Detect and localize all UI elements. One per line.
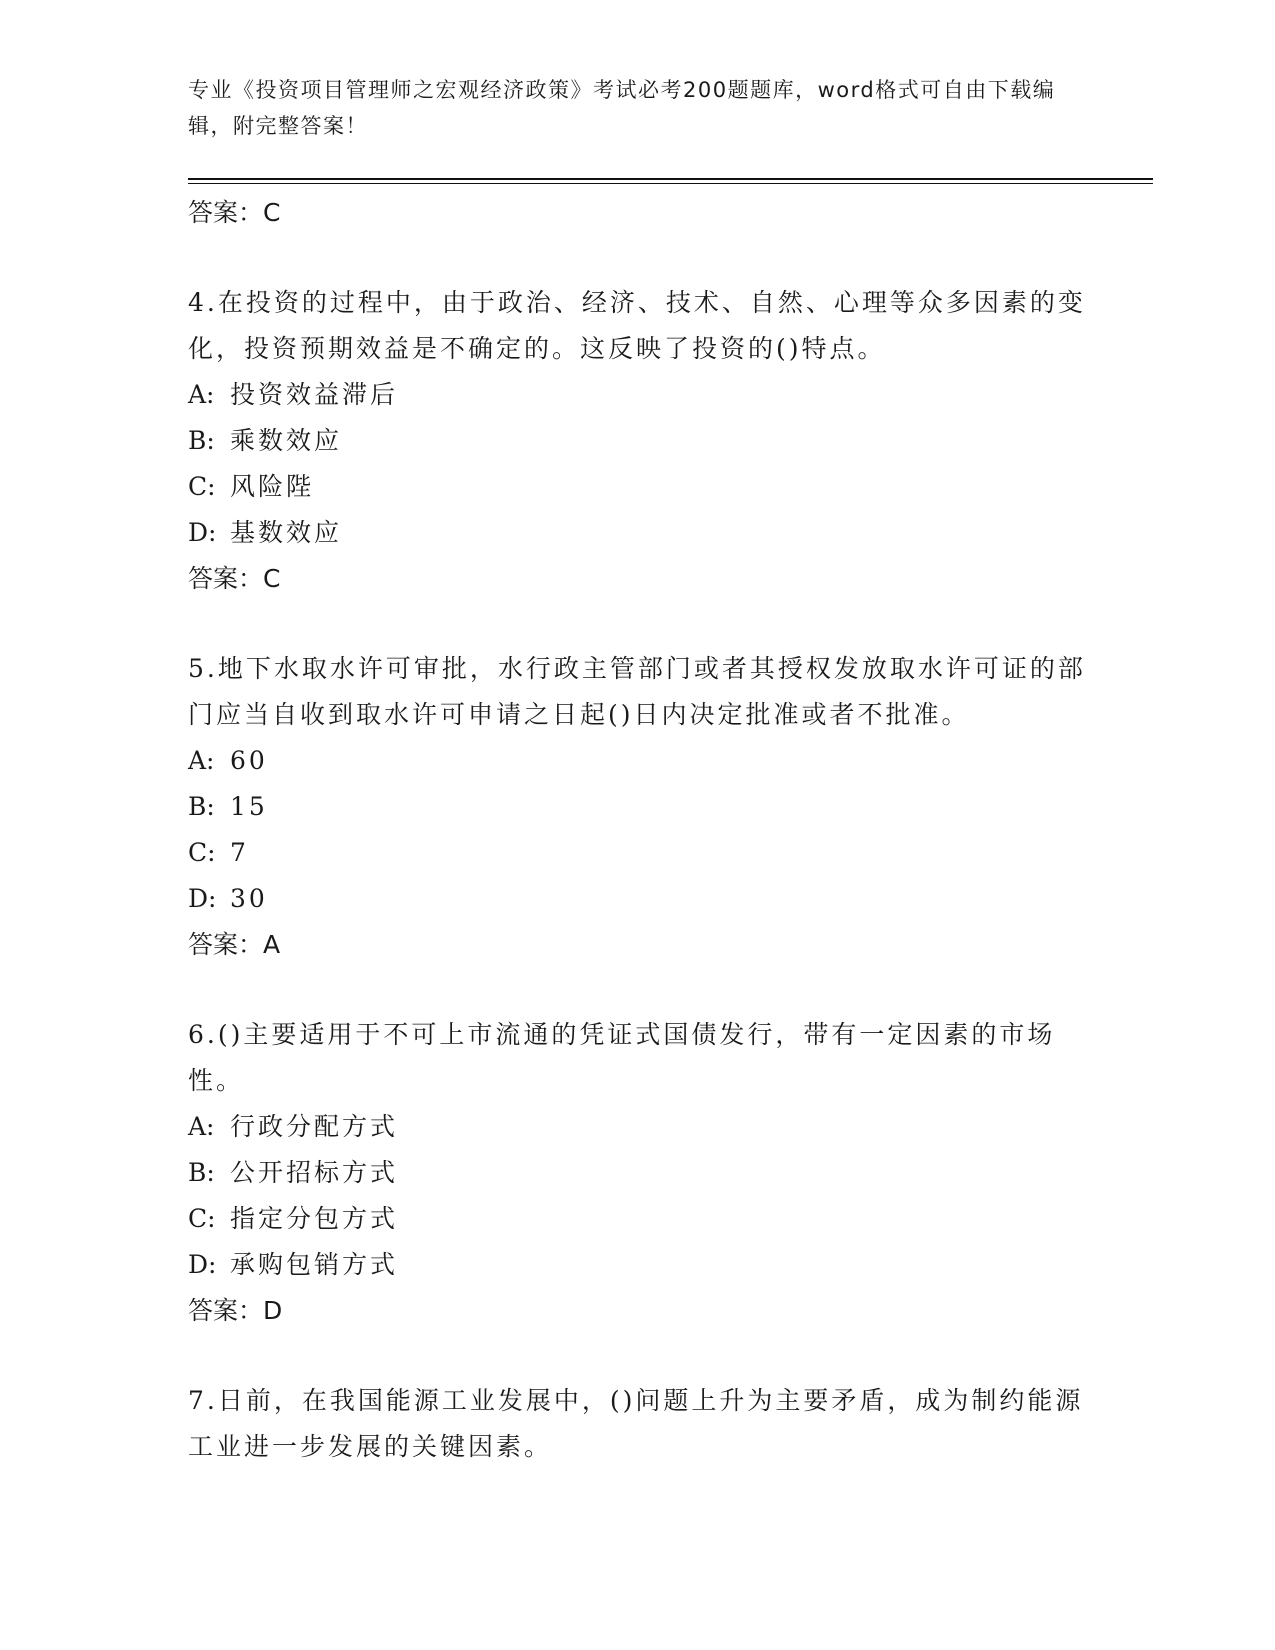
option-text: 基数效应 — [230, 518, 343, 547]
option-b — [188, 1150, 1088, 1196]
header-rule-thin — [188, 183, 1153, 184]
option-label: A: — [188, 1112, 215, 1141]
question-list — [188, 190, 1088, 1470]
option-label: A: — [188, 380, 215, 409]
option-d — [188, 1242, 1088, 1288]
option-c — [188, 1196, 1088, 1242]
question-text: 6.()主要适用于不可上市流通的凭证式国债发行，带有一定因素的市场性。 — [188, 1020, 1056, 1095]
option-b — [188, 784, 1088, 830]
option-text: 行政分配方式 — [230, 1112, 399, 1141]
option-c — [188, 464, 1088, 510]
option-text: 指定分包方式 — [230, 1204, 399, 1233]
option-d — [188, 876, 1088, 922]
option-text: 30 — [230, 884, 268, 913]
question-text: 7.日前，在我国能源工业发展中，()问题上升为主要矛盾，成为制约能源工业进一步发展的关键因素。 — [188, 1386, 1084, 1461]
option-b — [188, 418, 1088, 464]
option-text: 风险陛 — [230, 472, 315, 501]
option-label: B: — [188, 792, 215, 821]
option-label: C: — [188, 472, 216, 501]
option-label: C: — [188, 1204, 216, 1233]
option-label: B: — [188, 426, 215, 455]
option-text: 公开招标方式 — [230, 1158, 399, 1187]
answer-line: 答案：C — [188, 564, 281, 593]
option-label: D: — [188, 1250, 217, 1279]
question-block — [188, 1378, 1088, 1470]
question-block — [188, 280, 1088, 602]
option-c — [188, 830, 1088, 876]
option-text: 乘数效应 — [230, 426, 343, 455]
answer-line: 答案：C — [188, 198, 281, 227]
option-a — [188, 372, 1088, 418]
option-a — [188, 738, 1088, 784]
document-header: 专业《投资项目管理师之宏观经济政策》考试必考200题题库，word格式可自由下载编辑，附完整答案！ — [188, 78, 1056, 138]
option-label: A: — [188, 746, 215, 775]
header-rule-thick — [188, 178, 1153, 180]
answer-line: 答案：A — [188, 930, 281, 959]
option-label: D: — [188, 884, 217, 913]
question-text: 5.地下水取水许可审批，水行政主管部门或者其授权发放取水许可证的部门应当自收到取水许可申请之日起()日内决定批准或者不批准。 — [188, 654, 1086, 729]
option-label: B: — [188, 1158, 215, 1187]
answer-line: 答案：D — [188, 1296, 283, 1325]
option-text: 承购包销方式 — [230, 1250, 399, 1279]
option-text: 60 — [230, 746, 268, 775]
option-a — [188, 1104, 1088, 1150]
option-text: 7 — [230, 838, 249, 867]
question-block — [188, 1012, 1088, 1334]
question-block — [188, 646, 1088, 968]
option-label: D: — [188, 518, 217, 547]
option-label: C: — [188, 838, 216, 867]
option-text: 15 — [230, 792, 268, 821]
option-d — [188, 510, 1088, 556]
question-text: 4.在投资的过程中，由于政治、经济、技术、自然、心理等众多因素的变化，投资预期效益是不确定的。这反映了投资的()特点。 — [188, 288, 1086, 363]
option-text: 投资效益滞后 — [230, 380, 399, 409]
